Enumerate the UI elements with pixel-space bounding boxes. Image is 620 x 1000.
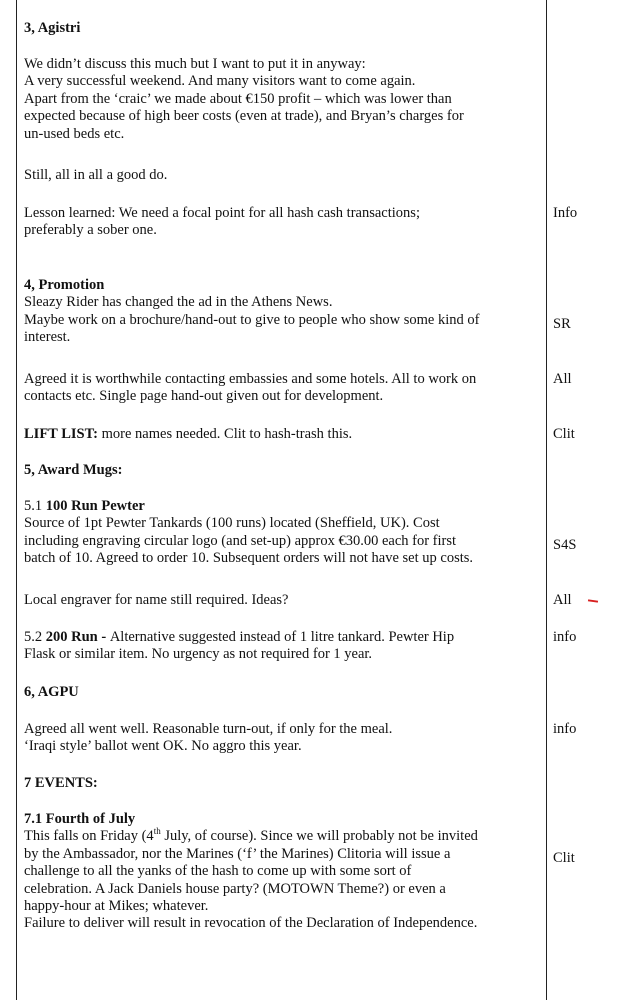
section-5-2-body: 5.2 200 Run - Alternative suggested instead of 1 litre tankard. Pewter Hip Flask or similar item. No urgency as not required for 1 year. bbox=[24, 629, 455, 663]
action-tag-all: All bbox=[553, 371, 572, 387]
action-tag-info-3: info bbox=[553, 721, 577, 737]
red-pen-mark bbox=[588, 599, 598, 602]
section-6-body: Agreed all went well. Reasonable turn-out, if only for the meal. ‘Iraqi style’ ballot went OK. No aggro this year. bbox=[24, 721, 393, 755]
action-tag-all-2: All bbox=[553, 592, 572, 608]
lift-list-line: LIFT LIST: more names needed. Clit to hash-trash this. bbox=[24, 426, 353, 442]
section-3-heading: 3, Agistri bbox=[24, 20, 81, 36]
section-5-1-body: 5.1 100 Run Pewter Source of 1pt Pewter Tankards (100 runs) located (Sheffield, UK). Cost including engraving circular logo (and set-up) approx €30.00 each for first batch of 10. Agreed to order 10. Subsequent orders will not have set up costs. bbox=[24, 498, 474, 567]
section-3-body: We didn’t discuss this much but I want to put it in anyway: A very successful weekend. And many visitors want to come again. Apart from the ‘craic’ we made about €150 profit – which was lower than expected because of high beer costs (even at trade), and Bryan’s charges for un-used beds etc. bbox=[24, 56, 464, 142]
section-7-1-body: 7.1 Fourth of July This falls on Friday (4th July, of course). Since we will probably not be invited by the Ambassador, nor the Marines (‘f’ the Marines) Clitoria will issue a challenge to all the yanks of the hash to come up with some sort of celebration. A Jack Daniels house party? (MOTOWN Theme?) or even a happy-hour at Mikes; whatever. Failure to deliver will result in revocation of the Declaration of Independence. bbox=[24, 811, 478, 932]
section-6-heading: 6, AGPU bbox=[24, 684, 79, 700]
action-tag-info: Info bbox=[553, 205, 578, 221]
action-tag-clit: Clit bbox=[553, 426, 575, 442]
table-left-border bbox=[16, 0, 17, 1000]
section-7-heading: 7 EVENTS: bbox=[24, 775, 98, 791]
local-engraver-line: Local engraver for name still required. Ideas? bbox=[24, 592, 289, 608]
section-4-body: 4, Promotion Sleazy Rider has changed the ad in the Athens News. Maybe work on a brochure/hand-out to give to people who show some kind of interest. bbox=[24, 277, 540, 347]
section-3-summary: Still, all in all a good do. bbox=[24, 167, 168, 183]
action-tag-s4s: S4S bbox=[553, 537, 577, 553]
section-4-heading: 4, Promotion bbox=[24, 277, 105, 293]
action-tag-clit-2: Clit bbox=[553, 850, 575, 866]
section-4-agreed: Agreed it is worthwhile contacting embassies and some hotels. All to work on contacts etc. Single page hand-out given out for development. bbox=[24, 371, 477, 405]
section-3-lesson: Lesson learned: We need a focal point for all hash cash transactions; preferably a sober one. bbox=[24, 205, 420, 239]
section-5-heading: 5, Award Mugs: bbox=[24, 462, 123, 478]
action-tag-info-2: info bbox=[553, 629, 577, 645]
action-tag-sr: SR bbox=[553, 316, 571, 332]
table-column-divider bbox=[546, 0, 547, 1000]
